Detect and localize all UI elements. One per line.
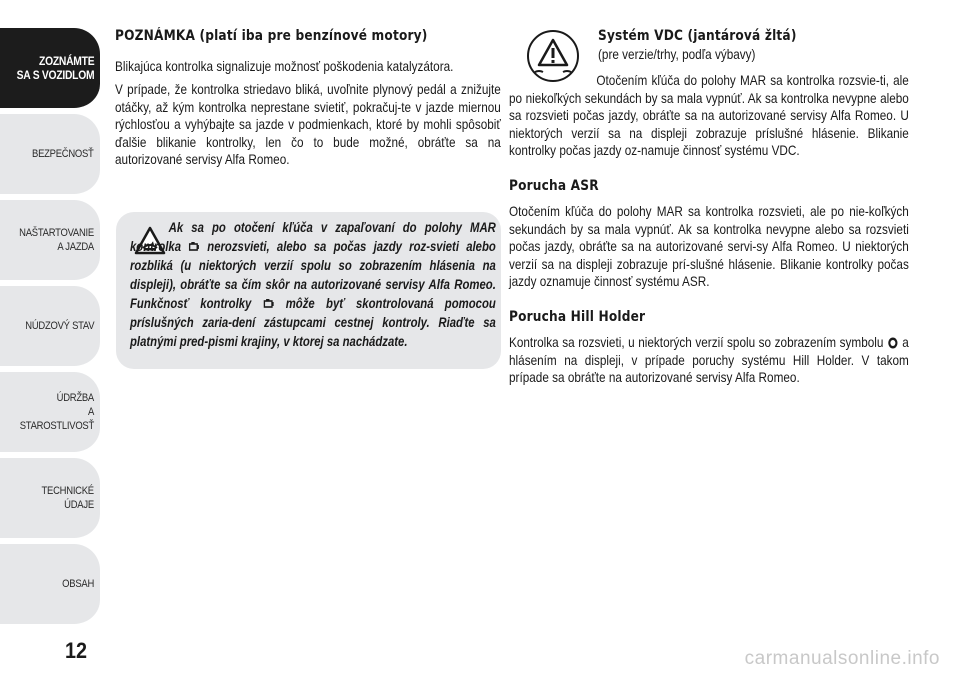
tab-zoznamte-sa[interactable] bbox=[0, 28, 100, 110]
engine-check-icon bbox=[188, 241, 200, 253]
hill-holder-paragraph bbox=[509, 334, 909, 387]
asr-heading: Porucha ASR bbox=[509, 177, 599, 194]
warning-text-part1: Ak sa po otočení kľúča v zapaľovaní do polohy MAR kontrolka bbox=[130, 220, 496, 254]
watermark: carmanualsonline.info bbox=[744, 648, 940, 669]
tab-bezpecnost[interactable] bbox=[0, 114, 100, 196]
hill-holder-heading: Porucha Hill Holder bbox=[509, 308, 646, 325]
hill-holder-text-2: a hlásením na displeji, v prípade poruchy systému Hill Holder. V takom prípade sa obráťte na autorizované servisy Alfa Romeo. bbox=[509, 334, 909, 385]
warning-text bbox=[130, 218, 496, 351]
tab-label: ZOZNÁMTE SA S VOZIDLOM bbox=[16, 54, 94, 82]
tab-nudzovy-stav[interactable] bbox=[0, 286, 100, 368]
right-column bbox=[509, 72, 909, 393]
note-paragraph-2: V prípade, že kontrolka striedavo bliká, uvoľnite plynový pedál a znižujte otáčky, až kým kontrolka neprestane svietiť, pokračuj-te v jazde miernou rýchlosťou a vyhýbajte sa jazde v podmienkach, ktoré by mohli spôsobiť ďalšie blikanie kontrolky, len čo to bude možné, obráťte sa na autorizované servisy Alfa Romeo. bbox=[115, 81, 501, 167]
vdc-paragraph: Otočením kľúča do polohy MAR sa kontrolka rozsvie-ti, ale po niekoľkých sekundách by sa mala vypnúť. Ak sa kontrolka nevypne alebo sa rozsvieti počas jazdy, obráťte sa na autorizované servisy Alfa Romeo. U niektorých verzií sa na displeji zobrazuje príslušné hlásenie. Blikanie kontrolky počas jazdy oz-namuje činnosť systému VDC. bbox=[509, 72, 909, 158]
warning-text-part3: môže byť skontrolovaná pomocou príslušných zaria-dení zástupcami cestnej kontroly. Riaďte sa platnými pred-pismi krajiny, v ktorej sa nachádzate. bbox=[130, 296, 496, 349]
tab-label: TECHNICKÉ ÚDAJE bbox=[41, 485, 94, 511]
vdc-subheading-text: (pre verzie/trhy, podľa výbavy) bbox=[598, 46, 756, 62]
vdc-heading bbox=[598, 28, 918, 44]
left-column bbox=[115, 28, 501, 175]
hill-holder-icon bbox=[887, 337, 899, 349]
note-paragraph-1: Blikajúca kontrolka signalizuje možnosť poškodenia katalyzátora. bbox=[115, 57, 454, 74]
asr-paragraph: Otočením kľúča do polohy MAR sa kontrolka rozsvieti, ale po nie-koľkých sekundách by sa mala vypnúť. Ak sa kontrolka nevypne alebo sa rozsvieti počas jazdy, obráťte sa na autorizované servi-sy Alfa Romeo. U niektorých verzií sa na displeji zobrazuje prí-slušné hlásenie. Blikanie kontrolky počas jazdy oznamuje činnosť systému ASR. bbox=[509, 203, 909, 289]
tab-nastartovanie[interactable] bbox=[0, 200, 100, 282]
note-heading: POZNÁMKA (platí iba pre benzínové motory) bbox=[115, 28, 428, 44]
tab-udrzba[interactable] bbox=[0, 372, 100, 454]
vdc-subheading bbox=[598, 46, 918, 62]
vdc-heading-text: Systém VDC (jantárová žltá) bbox=[598, 28, 797, 44]
engine-check-icon bbox=[263, 298, 275, 310]
tab-label: NÚDZOVÝ STAV bbox=[24, 320, 94, 332]
page-number: 12 bbox=[64, 638, 88, 663]
tab-label: ÚDRŽBA A STAROSTLIVOSŤ bbox=[19, 392, 94, 432]
warning-text-part2: nerozsvieti, alebo sa počas jazdy roz-svieti alebo rozbliká (u niektorých verzií spolu so zobrazením hlásenia na displeji), obráťte sa čím skôr na autorizované servisy Alfa Romeo. Funkčnosť kontrolky bbox=[130, 239, 496, 311]
tab-technicke-udaje[interactable] bbox=[0, 458, 100, 540]
tab-label: BEZPEČNOSŤ bbox=[32, 148, 94, 160]
hill-holder-text-1: Kontrolka sa rozsvieti, u niektorých verzií spolu so zobrazením symbolu bbox=[509, 334, 884, 350]
tab-label: OBSAH bbox=[62, 578, 94, 590]
tab-obsah[interactable] bbox=[0, 544, 100, 626]
tab-label: NAŠTARTOVANIE A JAZDA bbox=[19, 227, 94, 253]
